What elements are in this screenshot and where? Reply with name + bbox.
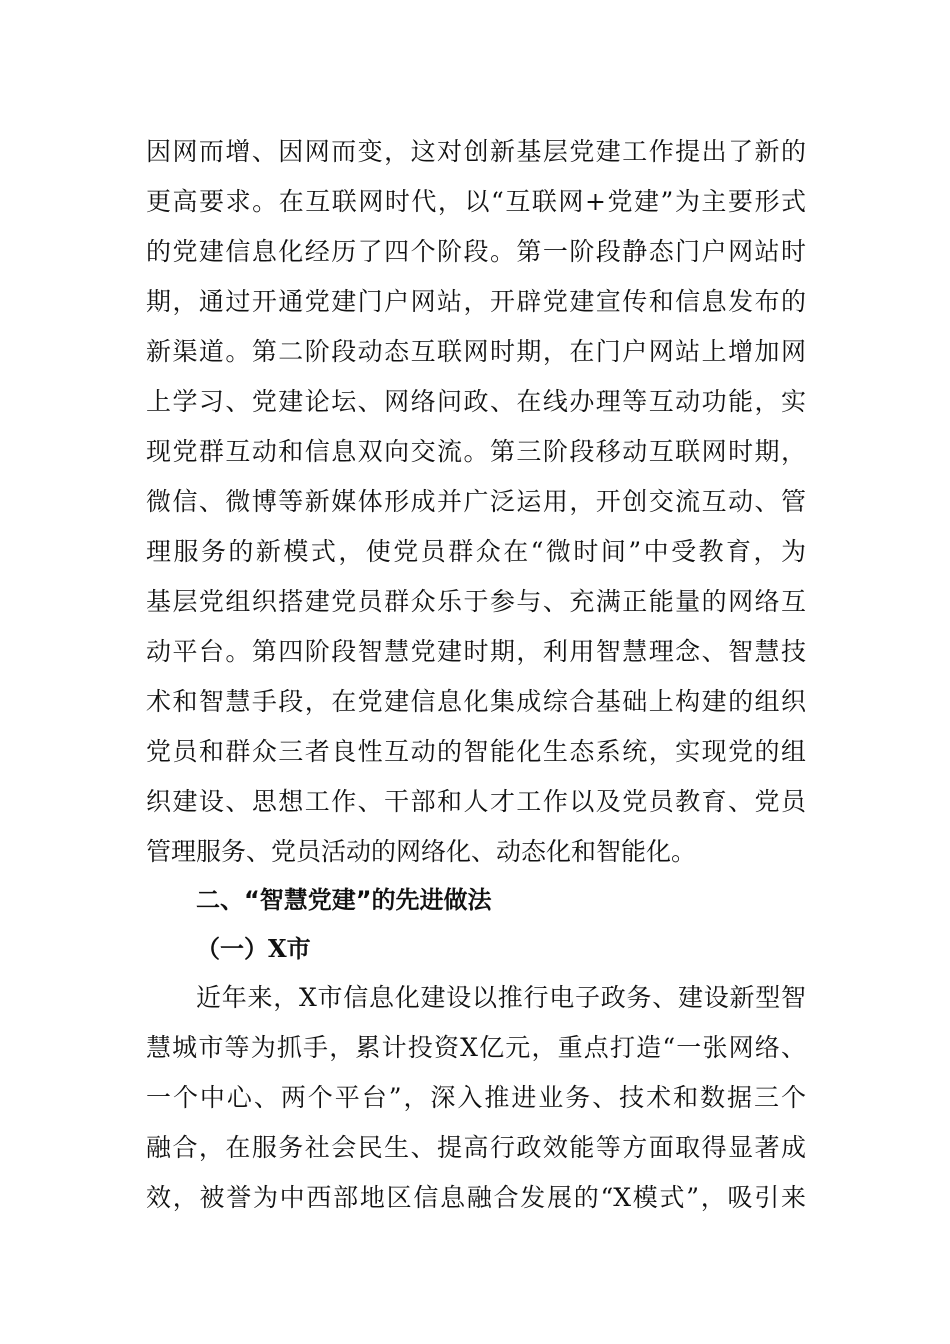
section-heading: 二、“智慧党建”的先进做法 — [196, 886, 492, 914]
paragraph-line: 动平台。第四阶段智慧党建时期，利用智慧理念、智慧技 — [146, 637, 806, 666]
paragraph-line: 上学习、党建论坛、网络问政、在线办理等互动功能，实 — [146, 387, 806, 416]
paragraph-line: 新渠道。第二阶段动态互联网时期，在门户网站上增加网 — [146, 337, 806, 366]
paragraph-line: 的党建信息化经历了四个阶段。第一阶段静态门户网站时 — [146, 237, 806, 266]
paragraph-line: 更高要求。在互联网时代，以“互联网+党建”为主要形式 — [146, 187, 806, 216]
paragraph-line: 党员和群众三者良性互动的智能化生态系统，实现党的组 — [146, 737, 806, 766]
paragraph-line: 现党群互动和信息双向交流。第三阶段移动互联网时期， — [146, 437, 806, 466]
paragraph-line: 慧城市等为抓手，累计投资X亿元，重点打造“一张网络、 — [146, 1033, 806, 1062]
paragraph-line: 基层党组织搭建党员群众乐于参与、充满正能量的网络互 — [146, 587, 806, 616]
paragraph-line: 术和智慧手段，在党建信息化集成综合基础上构建的组织 — [146, 687, 806, 716]
paragraph-line: 近年来，X市信息化建设以推行电子政务、建设新型智 — [196, 983, 806, 1012]
paragraph-line: 期，通过开通党建门户网站，开辟党建宣传和信息发布的 — [146, 287, 806, 316]
paragraph-line: 织建设、思想工作、干部和人才工作以及党员教育、党员 — [146, 787, 806, 816]
paragraph-line: 理服务的新模式，使党员群众在“微时间”中受教育，为 — [146, 537, 806, 566]
paragraph-line: 微信、微博等新媒体形成并广泛运用，开创交流互动、管 — [146, 487, 806, 516]
paragraph-line: 一个中心、两个平台”，深入推进业务、技术和数据三个 — [146, 1083, 806, 1112]
paragraph-line: 因网而增、因网而变，这对创新基层党建工作提出了新的 — [146, 137, 806, 166]
paragraph-line: 融合，在服务社会民生、提高行政效能等方面取得显著成 — [146, 1133, 806, 1162]
paragraph-line: 管理服务、党员活动的网络化、动态化和智能化。 — [146, 837, 697, 866]
paragraph-line: 效，被誉为中西部地区信息融合发展的“X模式”，吸引来 — [146, 1183, 806, 1212]
subsection-heading: （一）X市 — [196, 934, 311, 963]
